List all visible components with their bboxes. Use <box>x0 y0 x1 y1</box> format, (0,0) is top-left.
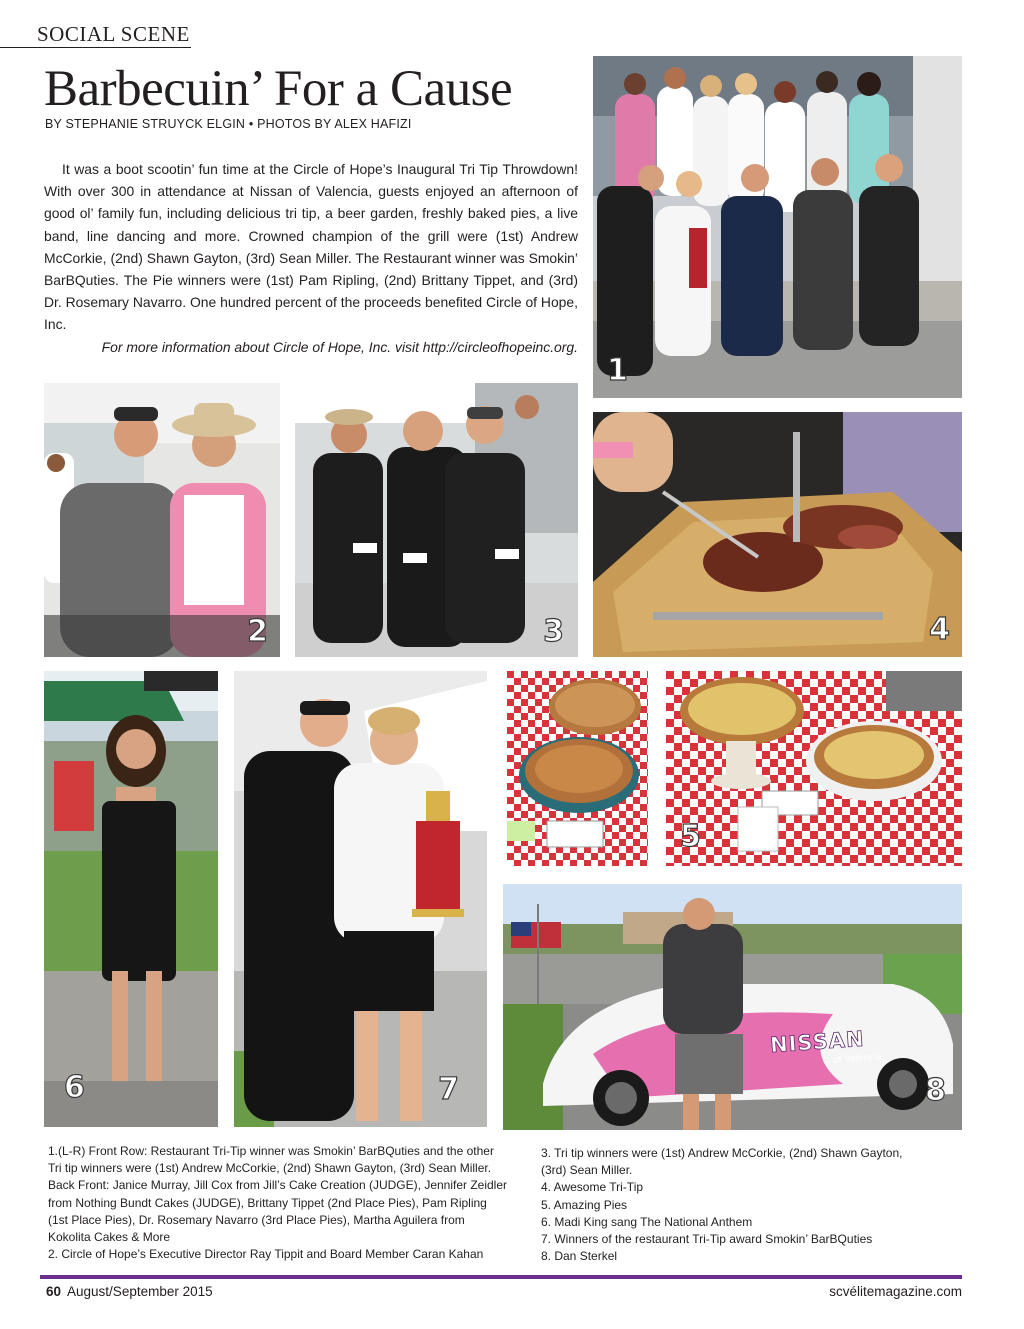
issue-date: August/September 2015 <box>67 1284 213 1299</box>
photo-8-number: 8 <box>925 1073 946 1108</box>
car-nissan-text: NISSAN <box>769 1026 866 1058</box>
photo-5-number: 5 <box>680 819 701 854</box>
article-byline: BY STEPHANIE STRUYCK ELGIN • PHOTOS BY ALEX HAFIZI <box>45 117 412 131</box>
car-valencia-text: of Valencia <box>832 1052 883 1066</box>
caption-line: 8. Dan Sterkel <box>541 1249 618 1264</box>
photo-1-group <box>593 56 962 398</box>
photo-5-pies-right <box>666 671 962 866</box>
article-paragraph: It was a boot scootin’ fun time at the Circle of Hope’s Inaugural Tri Tip Throwdown! With over 300 in attendance at Nissan of Valencia, guests enjoyed an afternoon of good ol’ family fun, including delicious tri tip, a beer garden, freshly baked pies, a live band, line dancing and more. Crowned champion of the grill were (1st) Andrew McCorkie, (2nd) Shawn Gayton, (3rd) Sean Miller. The Restaurant winner was Smokin’ BarBQuties. The Pie winners were (1st) Pam Ripling, (2nd) Brittany Tippet, and (3rd) Dr. Rosemary Navarro. One hundred percent of the proceeds benefited Circle of Hope, Inc. <box>44 161 578 333</box>
caption-line: from Nothing Bundt Cakes (JUDGE), Brittany Tippet (2nd Place Pies), Pam Ripling <box>48 1195 487 1210</box>
photo-5-pies-left <box>507 671 648 866</box>
photo-3-image <box>295 383 578 657</box>
photo-3-tritip-winners <box>295 383 578 657</box>
section-divider <box>0 47 191 48</box>
photo-7-restaurant-winners <box>234 671 487 1127</box>
magazine-website: scvélitemagazine.com <box>829 1284 962 1299</box>
photo-4-tritip <box>593 412 962 657</box>
photo-7-image <box>234 671 487 1127</box>
more-info-line: For more information about Circle of Hope, Inc. visit http://circleofhopeinc.org. <box>101 338 578 355</box>
caption-line: 2. Circle of Hope’s Executive Director Ray Tippit and Board Member Caran Kahan <box>48 1247 484 1262</box>
caption-line: 3. Tri tip winners were (1st) Andrew McCorkie, (2nd) Shawn Gayton, <box>541 1146 903 1160</box>
photo-8-image <box>503 884 962 1130</box>
caption-line: (1st Place Pies), Dr. Rosemary Navarro (3rd Place Pies), Martha Aguilera from <box>48 1212 465 1227</box>
photo-2-couple <box>44 383 280 657</box>
photo-8-dan-sterkel <box>503 884 962 1130</box>
caption-line: 6. Madi King sang The National Anthem <box>541 1214 753 1229</box>
footer-left <box>46 1284 213 1299</box>
captions-left <box>48 1143 528 1263</box>
caption-line: Tri tip winners were (1st) Andrew McCorkie, (2nd) Shawn Gayton, (3rd) Sean Miller. <box>48 1161 492 1176</box>
photo-1-image <box>593 56 962 398</box>
photo-3-number: 3 <box>543 614 564 649</box>
photo-7-number: 7 <box>438 1072 459 1107</box>
footer-rule <box>40 1275 962 1279</box>
caption-line: (3rd) Sean Miller. <box>541 1163 633 1178</box>
caption-line: 7. Winners of the restaurant Tri-Tip award Smokin’ BarBQuties <box>541 1232 873 1247</box>
section-label: SOCIAL SCENE <box>37 22 190 46</box>
photo-5-right-image <box>666 671 962 866</box>
caption-line: 1.(L-R) Front Row: Restaurant Tri-Tip winner was Smokin’ BarBQuties and the other <box>48 1144 494 1158</box>
photo-5-left-image <box>507 671 648 866</box>
caption-line: 5. Amazing Pies <box>541 1197 628 1212</box>
photo-4-number: 4 <box>929 612 950 647</box>
photo-1-number: 1 <box>607 353 628 388</box>
caption-line: Kokolita Cakes & More <box>48 1230 171 1245</box>
page-number: 60 <box>46 1284 62 1299</box>
photo-6-number: 6 <box>64 1070 85 1105</box>
article-body <box>44 158 578 358</box>
caption-line: 4. Awesome Tri-Tip <box>541 1180 644 1195</box>
photo-4-image <box>593 412 962 657</box>
photo-2-image <box>44 383 280 657</box>
article-headline: Barbecuin’ For a Cause <box>44 61 513 117</box>
caption-line: Back Front: Janice Murray, Jill Cox from Jill’s Cake Creation (JUDGE), Jennifer Zeidler <box>48 1178 508 1193</box>
captions-right <box>541 1145 961 1265</box>
photo-6-singer <box>44 671 218 1127</box>
photo-2-number: 2 <box>247 614 268 649</box>
photo-6-image <box>44 671 218 1127</box>
